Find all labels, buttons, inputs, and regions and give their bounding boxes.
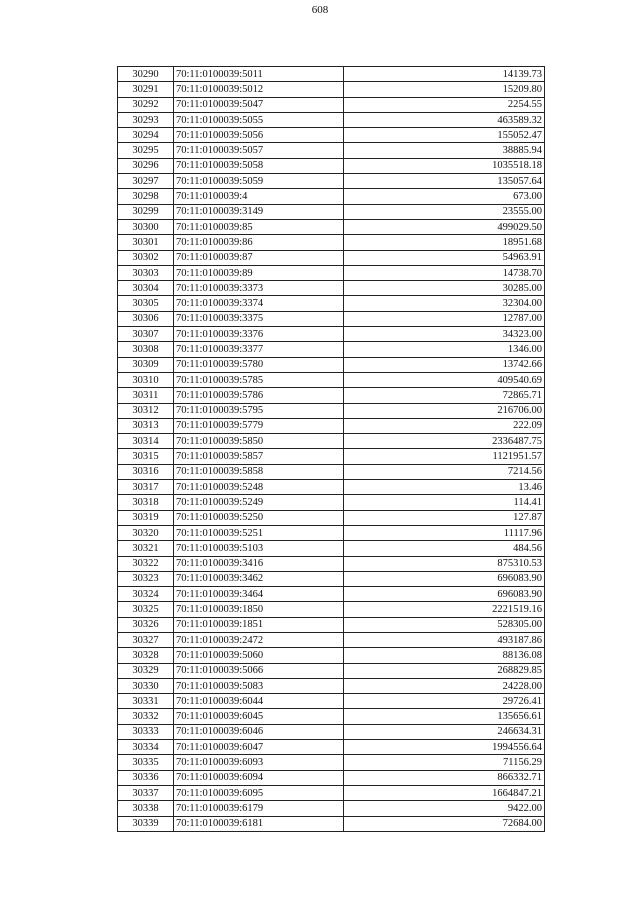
- row-number: 30329: [118, 663, 174, 678]
- table-row: [118, 755, 545, 770]
- table-row: [118, 357, 545, 372]
- row-number: 30309: [118, 357, 174, 372]
- table-row: [118, 480, 545, 495]
- table-row: [118, 143, 545, 158]
- cadastral-value: 463589.32: [344, 112, 545, 127]
- table-row: [118, 327, 545, 342]
- cadastral-value: 2221519.16: [344, 602, 545, 617]
- cadastral-number: 70:11:0100039:86: [174, 235, 344, 250]
- table-row: [118, 449, 545, 464]
- cadastral-value: 23555.00: [344, 204, 545, 219]
- cadastral-value: 30285.00: [344, 281, 545, 296]
- table-row: [118, 541, 545, 556]
- table-row: [118, 158, 545, 173]
- table-row: [118, 694, 545, 709]
- row-number: 30328: [118, 648, 174, 663]
- table-row: [118, 82, 545, 97]
- row-number: 30301: [118, 235, 174, 250]
- row-number: 30339: [118, 816, 174, 831]
- table-row: [118, 801, 545, 816]
- row-number: 30325: [118, 602, 174, 617]
- cadastral-value: 268829.85: [344, 663, 545, 678]
- cadastral-number: 70:11:0100039:5779: [174, 418, 344, 433]
- cadastral-number: 70:11:0100039:4: [174, 189, 344, 204]
- cadastral-value: 88136.08: [344, 648, 545, 663]
- cadastral-value: 528305.00: [344, 617, 545, 632]
- cadastral-value: 24228.00: [344, 678, 545, 693]
- cadastral-number: 70:11:0100039:6047: [174, 740, 344, 755]
- cadastral-value: 12787.00: [344, 311, 545, 326]
- table-row: [118, 617, 545, 632]
- row-number: 30334: [118, 740, 174, 755]
- row-number: 30306: [118, 311, 174, 326]
- table-row: [118, 174, 545, 189]
- cadastral-number: 70:11:0100039:89: [174, 265, 344, 280]
- cadastral-number: 70:11:0100039:6044: [174, 694, 344, 709]
- row-number: 30300: [118, 219, 174, 234]
- table-row: [118, 510, 545, 525]
- cadastral-number: 70:11:0100039:5083: [174, 678, 344, 693]
- table-row: [118, 663, 545, 678]
- row-number: 30331: [118, 694, 174, 709]
- table-row: [118, 525, 545, 540]
- cadastral-number: 70:11:0100039:6045: [174, 709, 344, 724]
- cadastral-number: 70:11:0100039:5248: [174, 480, 344, 495]
- table-row: [118, 204, 545, 219]
- cadastral-number: 70:11:0100039:5858: [174, 464, 344, 479]
- table-row: [118, 632, 545, 647]
- cadastral-number: 70:11:0100039:5058: [174, 158, 344, 173]
- cadastral-number: 70:11:0100039:3149: [174, 204, 344, 219]
- row-number: 30302: [118, 250, 174, 265]
- row-number: 30305: [118, 296, 174, 311]
- row-number: 30290: [118, 67, 174, 82]
- cadastral-number: 70:11:0100039:5103: [174, 541, 344, 556]
- table-row: [118, 587, 545, 602]
- row-number: 30304: [118, 281, 174, 296]
- cadastral-value: 499029.50: [344, 219, 545, 234]
- cadastral-number: 70:11:0100039:5057: [174, 143, 344, 158]
- row-number: 30322: [118, 556, 174, 571]
- row-number: 30323: [118, 571, 174, 586]
- cadastral-number: 70:11:0100039:5055: [174, 112, 344, 127]
- cadastral-number: 70:11:0100039:5066: [174, 663, 344, 678]
- row-number: 30313: [118, 418, 174, 433]
- row-number: 30338: [118, 801, 174, 816]
- cadastral-number: 70:11:0100039:6179: [174, 801, 344, 816]
- cadastral-number: 70:11:0100039:5011: [174, 67, 344, 82]
- cadastral-value: 14738.70: [344, 265, 545, 280]
- row-number: 30294: [118, 128, 174, 143]
- cadastral-number: 70:11:0100039:1851: [174, 617, 344, 632]
- cadastral-number: 70:11:0100039:5250: [174, 510, 344, 525]
- row-number: 30320: [118, 525, 174, 540]
- cadastral-number: 70:11:0100039:5850: [174, 434, 344, 449]
- table-row: [118, 464, 545, 479]
- row-number: 30296: [118, 158, 174, 173]
- table-row: [118, 556, 545, 571]
- cadastral-number: 70:11:0100039:3373: [174, 281, 344, 296]
- cadastral-value: 34323.00: [344, 327, 545, 342]
- cadastral-value: 15209.80: [344, 82, 545, 97]
- cadastral-value: 222.09: [344, 418, 545, 433]
- cadastral-number: 70:11:0100039:5249: [174, 495, 344, 510]
- cadastral-value: 875310.53: [344, 556, 545, 571]
- row-number: 30315: [118, 449, 174, 464]
- cadastral-number: 70:11:0100039:3375: [174, 311, 344, 326]
- table-row: [118, 189, 545, 204]
- row-number: 30311: [118, 388, 174, 403]
- row-number: 30295: [118, 143, 174, 158]
- table-row: [118, 418, 545, 433]
- cadastral-number: 70:11:0100039:5251: [174, 525, 344, 540]
- row-number: 30332: [118, 709, 174, 724]
- page-number: 608: [311, 4, 329, 16]
- table-row: [118, 709, 545, 724]
- cadastral-value: 2254.55: [344, 97, 545, 112]
- cadastral-number: 70:11:0100039:2472: [174, 632, 344, 647]
- cadastral-value: 29726.41: [344, 694, 545, 709]
- cadastral-number: 70:11:0100039:5795: [174, 403, 344, 418]
- cadastral-number: 70:11:0100039:5785: [174, 372, 344, 387]
- cadastral-value: 1121951.57: [344, 449, 545, 464]
- row-number: 30317: [118, 480, 174, 495]
- cadastral-number: 70:11:0100039:5060: [174, 648, 344, 663]
- cadastral-number: 70:11:0100039:5047: [174, 97, 344, 112]
- table-row: [118, 388, 545, 403]
- cadastral-value: 114.41: [344, 495, 545, 510]
- cadastral-number: 70:11:0100039:1850: [174, 602, 344, 617]
- cadastral-value: 1035518.18: [344, 158, 545, 173]
- cadastral-number: 70:11:0100039:6095: [174, 785, 344, 800]
- table-row: [118, 311, 545, 326]
- row-number: 30298: [118, 189, 174, 204]
- table-row: [118, 678, 545, 693]
- cadastral-value: 493187.86: [344, 632, 545, 647]
- cadastral-value: 216706.00: [344, 403, 545, 418]
- cadastral-table: [117, 66, 545, 832]
- table-row: [118, 434, 545, 449]
- cadastral-value: 135656.61: [344, 709, 545, 724]
- row-number: 30310: [118, 372, 174, 387]
- table-row: [118, 648, 545, 663]
- table-row: [118, 770, 545, 785]
- cadastral-value: 14139.73: [344, 67, 545, 82]
- table-row: [118, 740, 545, 755]
- cadastral-number: 70:11:0100039:5012: [174, 82, 344, 97]
- row-number: 30316: [118, 464, 174, 479]
- cadastral-value: 13.46: [344, 480, 545, 495]
- cadastral-value: 1664847.21: [344, 785, 545, 800]
- table-row: [118, 219, 545, 234]
- table-row: [118, 128, 545, 143]
- cadastral-value: 127.87: [344, 510, 545, 525]
- table-row: [118, 495, 545, 510]
- cadastral-number: 70:11:0100039:5857: [174, 449, 344, 464]
- row-number: 30318: [118, 495, 174, 510]
- cadastral-number: 70:11:0100039:3462: [174, 571, 344, 586]
- cadastral-value: 246634.31: [344, 724, 545, 739]
- row-number: 30291: [118, 82, 174, 97]
- row-number: 30327: [118, 632, 174, 647]
- table-row: [118, 785, 545, 800]
- table-row: [118, 250, 545, 265]
- cadastral-value: 155052.47: [344, 128, 545, 143]
- row-number: 30336: [118, 770, 174, 785]
- cadastral-value: 54963.91: [344, 250, 545, 265]
- cadastral-number: 70:11:0100039:6093: [174, 755, 344, 770]
- table-body: [118, 67, 545, 832]
- cadastral-value: 409540.69: [344, 372, 545, 387]
- cadastral-value: 484.56: [344, 541, 545, 556]
- cadastral-value: 135057.64: [344, 174, 545, 189]
- table-row: [118, 816, 545, 831]
- cadastral-value: 72865.71: [344, 388, 545, 403]
- cadastral-value: 11117.96: [344, 525, 545, 540]
- row-number: 30335: [118, 755, 174, 770]
- row-number: 30307: [118, 327, 174, 342]
- cadastral-value: 7214.56: [344, 464, 545, 479]
- row-number: 30314: [118, 434, 174, 449]
- table-row: [118, 571, 545, 586]
- table-row: [118, 342, 545, 357]
- cadastral-number: 70:11:0100039:3464: [174, 587, 344, 602]
- cadastral-number: 70:11:0100039:3416: [174, 556, 344, 571]
- row-number: 30312: [118, 403, 174, 418]
- cadastral-value: 18951.68: [344, 235, 545, 250]
- table-row: [118, 67, 545, 82]
- cadastral-value: 9422.00: [344, 801, 545, 816]
- cadastral-value: 696083.90: [344, 571, 545, 586]
- table-row: [118, 97, 545, 112]
- row-number: 30321: [118, 541, 174, 556]
- cadastral-value: 32304.00: [344, 296, 545, 311]
- row-number: 30324: [118, 587, 174, 602]
- cadastral-value: 72684.00: [344, 816, 545, 831]
- cadastral-value: 866332.71: [344, 770, 545, 785]
- table-row: [118, 235, 545, 250]
- row-number: 30297: [118, 174, 174, 189]
- cadastral-number: 70:11:0100039:3376: [174, 327, 344, 342]
- row-number: 30292: [118, 97, 174, 112]
- row-number: 30299: [118, 204, 174, 219]
- cadastral-value: 673.00: [344, 189, 545, 204]
- cadastral-number: 70:11:0100039:3377: [174, 342, 344, 357]
- cadastral-value: 1346.00: [344, 342, 545, 357]
- row-number: 30326: [118, 617, 174, 632]
- cadastral-value: 696083.90: [344, 587, 545, 602]
- cadastral-number: 70:11:0100039:85: [174, 219, 344, 234]
- cadastral-number: 70:11:0100039:5056: [174, 128, 344, 143]
- table-row: [118, 296, 545, 311]
- table-row: [118, 602, 545, 617]
- table-row: [118, 724, 545, 739]
- cadastral-value: 71156.29: [344, 755, 545, 770]
- row-number: 30303: [118, 265, 174, 280]
- cadastral-value: 38885.94: [344, 143, 545, 158]
- table-row: [118, 372, 545, 387]
- cadastral-number: 70:11:0100039:87: [174, 250, 344, 265]
- cadastral-number: 70:11:0100039:6094: [174, 770, 344, 785]
- cadastral-number: 70:11:0100039:3374: [174, 296, 344, 311]
- cadastral-value: 13742.66: [344, 357, 545, 372]
- cadastral-number: 70:11:0100039:5780: [174, 357, 344, 372]
- row-number: 30308: [118, 342, 174, 357]
- cadastral-number: 70:11:0100039:6046: [174, 724, 344, 739]
- table-row: [118, 281, 545, 296]
- cadastral-value: 1994556.64: [344, 740, 545, 755]
- row-number: 30293: [118, 112, 174, 127]
- cadastral-number: 70:11:0100039:5786: [174, 388, 344, 403]
- row-number: 30337: [118, 785, 174, 800]
- cadastral-number: 70:11:0100039:5059: [174, 174, 344, 189]
- table-row: [118, 403, 545, 418]
- cadastral-number: 70:11:0100039:6181: [174, 816, 344, 831]
- table-row: [118, 112, 545, 127]
- row-number: 30330: [118, 678, 174, 693]
- row-number: 30319: [118, 510, 174, 525]
- row-number: 30333: [118, 724, 174, 739]
- table-row: [118, 265, 545, 280]
- cadastral-value: 2336487.75: [344, 434, 545, 449]
